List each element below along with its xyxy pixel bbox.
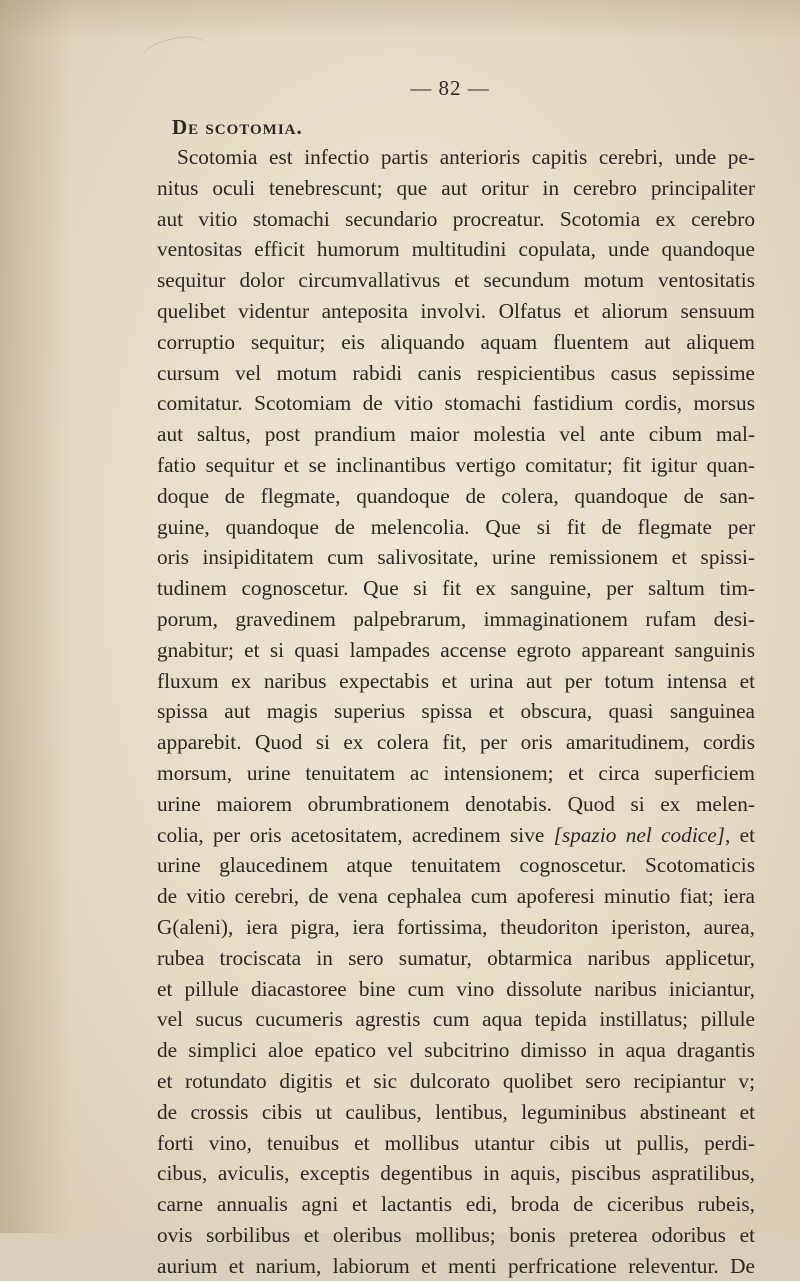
text-line: tudinem cognoscetur. Que si fit ex sanguine, per saltum tim- [157, 576, 755, 601]
text-line: G(aleni), iera pigra, iera fortissima, theudoriton iperiston, aurea, [157, 914, 755, 939]
text-line: guine, quandoque de melencolia. Que si fit de flegmate per [157, 514, 755, 539]
text-line: doque de flegmate, quandoque de colera, quandoque de san- [157, 483, 755, 508]
page-edge-stain [0, 0, 70, 1233]
text-line: urine glaucedinem atque tenuitatem cognoscetur. Scotomaticis [157, 853, 755, 878]
text-line: fluxum ex naribus expectabis et urina aut per totum intensa et [157, 668, 755, 693]
text-line: de vitio cerebri, de vena cephalea cum apoferesi minutio fiat; iera [157, 884, 755, 909]
text-line: sequitur dolor circumvallativus et secundum motum ventositatis [157, 268, 755, 293]
text-line: vel sucus cucumeris agrestis cum aqua tepida instillatus; pillule [157, 1007, 755, 1032]
text-line: corruptio sequitur; eis aliquando aquam fluentem aut aliquem [157, 329, 755, 354]
text-line: spissa aut magis superius spissa et obscura, quasi sanguinea [157, 699, 755, 724]
text-line: forti vino, tenuibus et mollibus utantur cibis ut pullis, perdi- [157, 1130, 755, 1155]
text-line [157, 820, 755, 851]
text-line: comitatur. Scotomiam de vitio stomachi fastidium cordis, morsus [157, 391, 755, 416]
text-line: morsum, urine tenuitatem ac intensionem; et circa superficiem [157, 760, 755, 785]
section-heading: De scotomia. [172, 115, 303, 139]
text-line: gnabitur; et si quasi lampades accense egroto appareant sanguinis [157, 637, 755, 662]
text-segment: colia, per oris acetositatem, acredinem sive [157, 822, 554, 847]
text-line: porum, gravedinem palpebrarum, immaginationem rufam desi- [157, 606, 755, 631]
text-line: de crossis cibis ut caulibus, lentibus, leguminibus abstineant et [157, 1099, 755, 1124]
text-lines [157, 142, 755, 1281]
text-line: urine maiorem obrumbrationem denotabis. Quod si ex melen- [157, 791, 755, 816]
text-line: fatio sequitur et se inclinantibus vertigo comitatur; fit igitur quan- [157, 452, 755, 477]
text-line: aut vitio stomachi secundario procreatur. Scotomia ex cerebro [157, 206, 755, 231]
page-number: — 82 — [410, 76, 490, 100]
text-line: de simplici aloe epatico vel subcitrino dimisso in aqua dragantis [157, 1038, 755, 1063]
text-line: quelibet videntur anteposita involvi. Olfatus et aliorum sensuum [157, 298, 755, 323]
text-line: aut saltus, post prandium maior molestia vel ante cibum mal- [157, 422, 755, 447]
text-line: rubea trociscata in sero sumatur, obtarmica naribus applicetur, [157, 945, 755, 970]
text-line: ventositas efficit humorum multitudini copulata, unde quandoque [157, 237, 755, 262]
text-line: aurium et narium, labiorum et menti perfricatione releventur. De [157, 1253, 755, 1278]
body-text [157, 112, 755, 1281]
text-line: et rotundato digitis et sic dulcorato quolibet sero recipiantur v; [157, 1068, 755, 1093]
text-line: oris insipiditatem cum salivositate, urine remissionem et spissi- [157, 545, 755, 570]
editorial-note: [spazio nel codice] [553, 822, 725, 847]
text-line: carne annualis agni et lactantis edi, broda de ciceribus rubeis, [157, 1192, 755, 1217]
text-line: cibus, aviculis, exceptis degentibus in aquis, piscibus aspratilibus, [157, 1161, 755, 1186]
text-line: ovis sorbilibus et oleribus mollibus; bonis preterea odoribus et [157, 1222, 755, 1247]
text-segment: , et [724, 822, 755, 847]
page-top-stain [0, 0, 800, 40]
text-line: Scotomia est infectio partis anterioris capitis cerebri, unde pe- [177, 145, 755, 169]
text-line: nitus oculi tenebrescunt; que aut oritur in cerebro principaliter [157, 175, 755, 200]
text-line: cursum vel motum rabidi canis respicientibus casus sepissime [157, 360, 755, 385]
text-line: apparebit. Quod si ex colera fit, per oris amaritudinem, cordis [157, 730, 755, 755]
text-line: et pillule diacastoree bine cum vino dissolute naribus iniciantur, [157, 976, 755, 1001]
